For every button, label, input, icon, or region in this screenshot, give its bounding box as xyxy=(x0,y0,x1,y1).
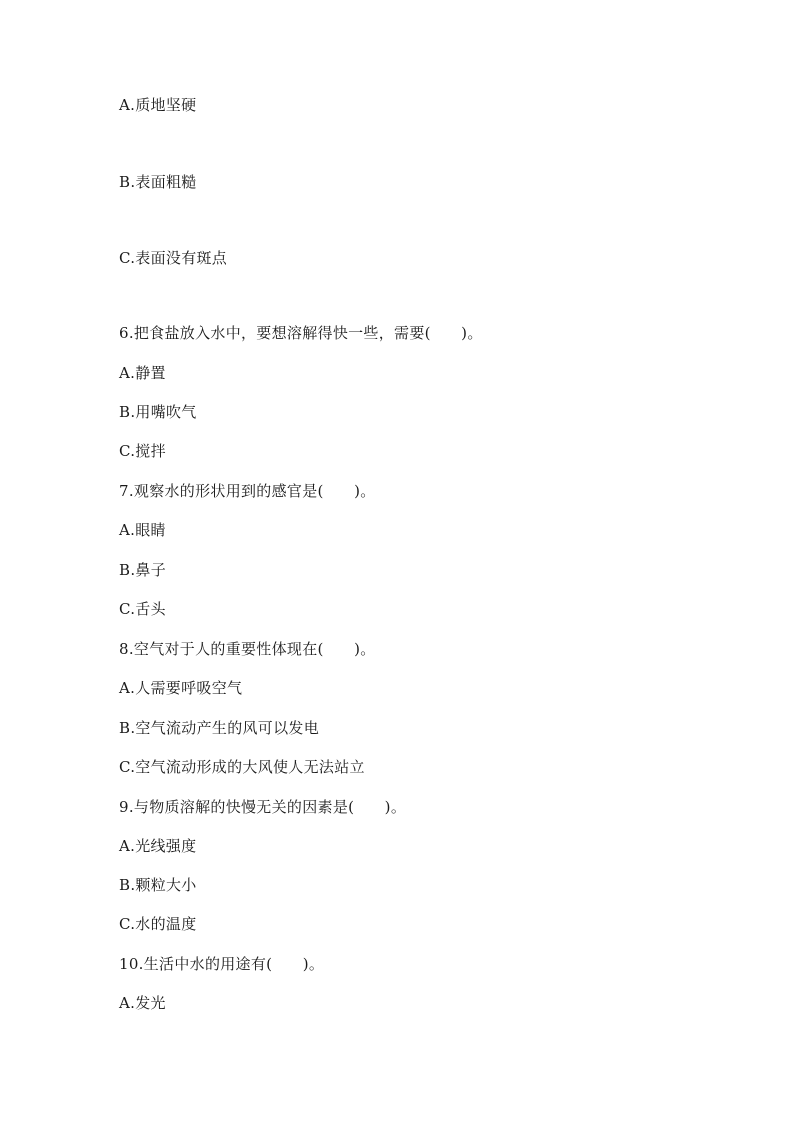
q8-option-a: A.人需要呼吸空气 xyxy=(119,679,243,697)
q9-option-b: B.颗粒大小 xyxy=(119,876,197,894)
q7-option-b: B.鼻子 xyxy=(119,561,166,579)
q10-option-a: A.发光 xyxy=(119,994,166,1012)
question-10: 10.生活中水的用途有( )。 xyxy=(119,955,325,973)
q6-option-a: A.静置 xyxy=(119,364,166,382)
q8-option-b: B.空气流动产生的风可以发电 xyxy=(119,719,319,737)
q6-option-c: C.搅拌 xyxy=(119,442,166,460)
question-6: 6.把食盐放入水中，要想溶解得快一些，需要( )。 xyxy=(119,324,483,342)
q7-option-a: A.眼睛 xyxy=(119,521,166,539)
question-8: 8.空气对于人的重要性体现在( )。 xyxy=(119,640,376,658)
question-7: 7.观察水的形状用到的感官是( )。 xyxy=(119,482,376,500)
q8-option-c: C.空气流动形成的大风使人无法站立 xyxy=(119,758,365,776)
q5-option-a: A.质地坚硬 xyxy=(119,96,197,114)
q9-option-c: C.水的温度 xyxy=(119,915,197,933)
q7-option-c: C.舌头 xyxy=(119,600,166,618)
q6-option-b: B.用嘴吹气 xyxy=(119,403,197,421)
q5-option-c: C.表面没有斑点 xyxy=(119,249,228,267)
q5-option-b: B.表面粗糙 xyxy=(119,173,197,191)
q9-option-a: A.光线强度 xyxy=(119,837,197,855)
question-9: 9.与物质溶解的快慢无关的因素是( )。 xyxy=(119,798,407,816)
